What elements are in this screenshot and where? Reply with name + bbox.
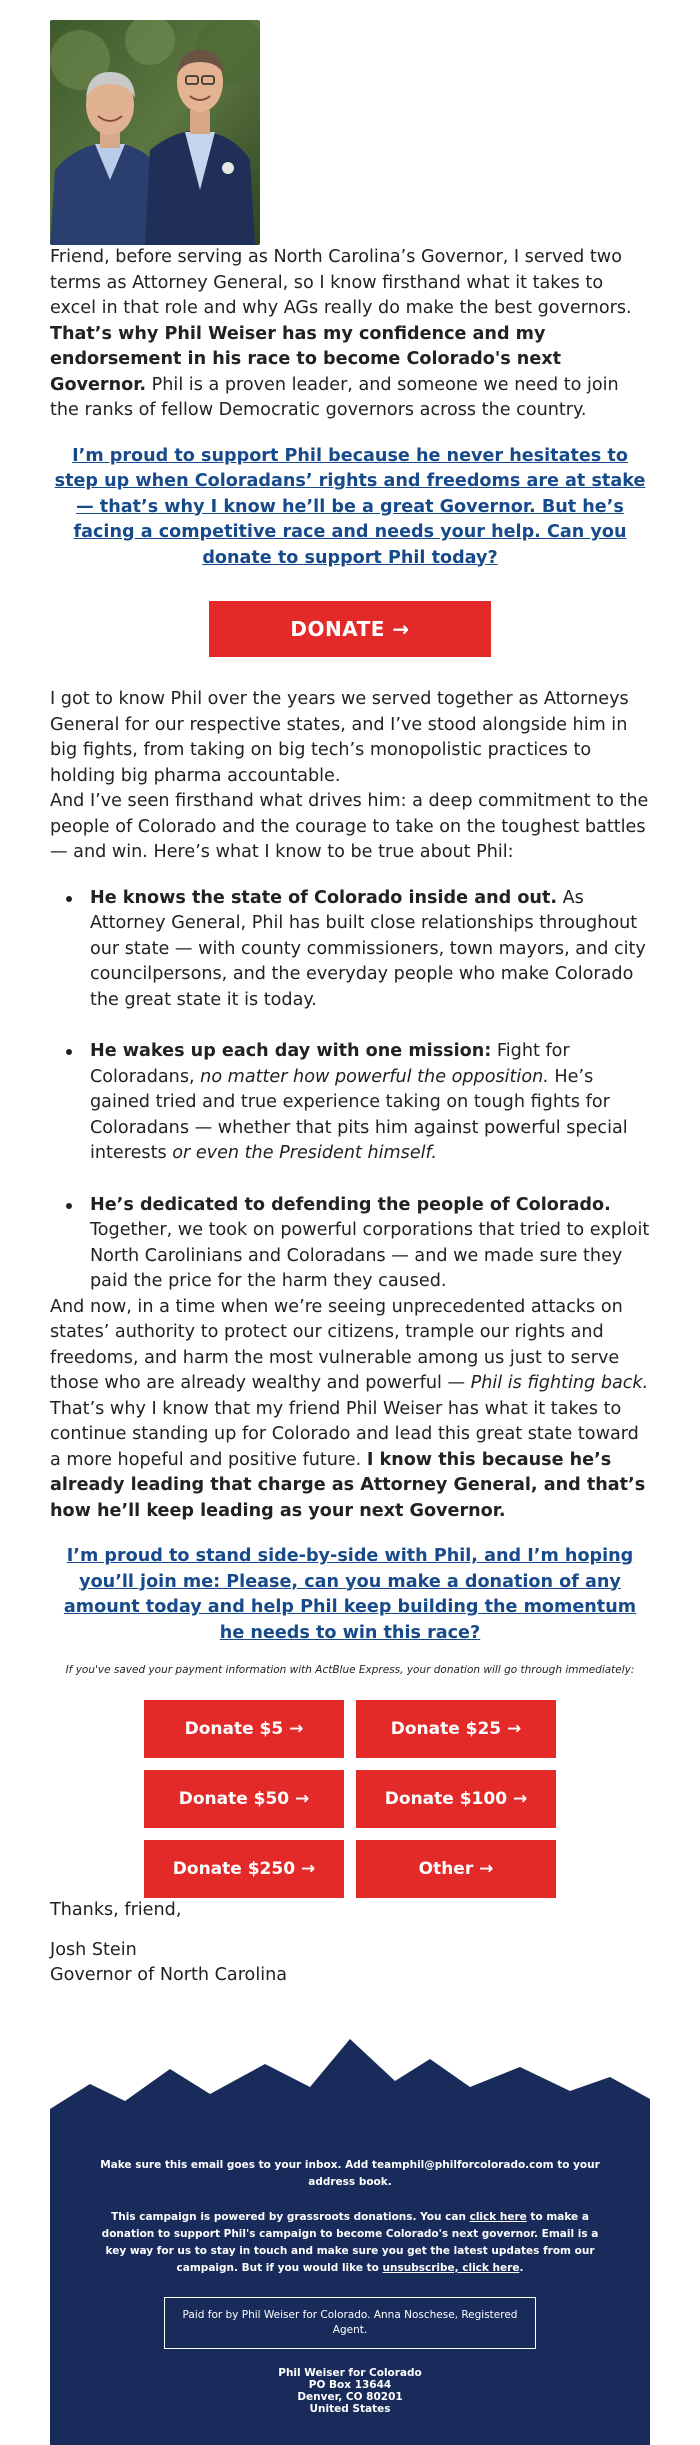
address-line: PO Box 13644: [308, 2378, 392, 2391]
grassroots-text: to make a donation to support Phil's campaign to become Colorado's next governor. Email is a key way for us to stay in touch and make sure you get the latest updates from our campaign. But if you would like to: [101, 2210, 599, 2274]
donate-250-button[interactable]: Donate $250 →: [144, 1840, 344, 1898]
mailing-address: [90, 2367, 610, 2415]
paid-for-box: Paid for by Phil Weiser for Colorado. Anna Noschese, Registered Agent.: [164, 2297, 536, 2349]
fighting-text: And now, in a time when we’re seeing unprecedented attacks on states’ authority to protect our citizens, trample our rights and freedoms, and harm the most vulnerable among us just to serve those who are already wealthy and powerful —: [50, 1296, 623, 1393]
footer-body: [50, 2149, 650, 2445]
list-item: [90, 1193, 650, 1295]
point-italic: no matter how powerful the opposition.: [200, 1066, 549, 1087]
donate-50-button[interactable]: Donate $50 →: [144, 1770, 344, 1828]
leading-bold: I know this because he’s already leading that charge as Attorney General, and that’s how he’ll keep leading as your next Governor.: [50, 1449, 646, 1521]
address-line: Denver, CO 80201: [297, 2390, 403, 2403]
intro-paragraph: Friend, before serving as North Carolina’s Governor, I served two terms as Attorney General, so I know firsthand what it takes to excel in that role and why AGs really do make the best governors.: [50, 247, 632, 318]
bullet-icon: [66, 1203, 72, 1209]
point-text: Fight for Coloradans,: [90, 1041, 570, 1087]
actblue-note: If you've saved your payment information with ActBlue Express, your donation will go through immediately:: [65, 1664, 635, 1676]
phil-points-list: [50, 886, 650, 1295]
grassroots-notice: [90, 2209, 610, 2277]
address-line: United States: [309, 2402, 391, 2415]
mountains-graphic: [50, 2039, 650, 2149]
address-line: Phil Weiser for Colorado: [278, 2366, 422, 2379]
email-content: [0, 20, 700, 1989]
point-text: As Attorney General, Phil has built close relationships throughout our state — with county commissioners, town mayors, and city councilpersons, and the everyday people who make Colorado the great state it is today.: [90, 887, 646, 1010]
photo-image: [50, 20, 260, 245]
point-bold: He knows the state of Colorado inside and out.: [90, 887, 558, 908]
grassroots-text: .: [519, 2261, 524, 2274]
donate-link-1[interactable]: I’m proud to support Phil because he never hesitates to step up when Coloradans’ rights and freedoms are at stake — that’s why I know he’ll be a great Governor. But he’s facing a competitive race and needs your help. Can you donate to support Phil today?: [54, 445, 646, 568]
point-bold: He’s dedicated to defending the people of Colorado.: [90, 1194, 611, 1215]
endorsement-paragraph: [50, 322, 650, 424]
grassroots-text: This campaign is powered by grassroots donations. You can: [111, 2210, 470, 2223]
list-item: [90, 886, 650, 1014]
endorsement-rest: Phil is a proven leader, and someone we need to join the ranks of fellow Democratic governors across the country.: [50, 374, 619, 420]
donate-25-button[interactable]: Donate $25 →: [356, 1700, 556, 1758]
click-here-link[interactable]: click here: [469, 2210, 527, 2223]
signer-name: Josh Stein: [50, 1939, 137, 1960]
donate-5-button[interactable]: Donate $5 →: [144, 1700, 344, 1758]
donation-amounts-grid: [144, 1700, 556, 1898]
signer-title: Governor of North Carolina: [50, 1965, 288, 1985]
point-bold: He wakes up each day with one mission:: [90, 1041, 492, 1061]
unsubscribe-link[interactable]: unsubscribe, click here: [382, 2261, 520, 2274]
header-photo: [50, 20, 260, 245]
thanks-line: Thanks, friend,: [50, 1900, 182, 1920]
endorsement-bold: That’s why Phil Weiser has my confidence and my endorsement in his race to become Colorado's next Governor.: [50, 323, 562, 395]
point-italic: or even the President himself.: [172, 1143, 438, 1163]
footer: [50, 2039, 650, 2445]
point-text: Together, we took on powerful corporations that tried to exploit North Carolinians and Coloradans — and we made sure they paid the price for the harm they caused.: [90, 1220, 650, 1291]
list-item: [90, 1039, 650, 1167]
donate-other-button[interactable]: Other →: [356, 1840, 556, 1898]
fighting-back-paragraph: [50, 1295, 650, 1397]
point-text: He’s gained tried and true experience taking on tough fights for Coloradans — whether that pits him against powerful special interests: [90, 1066, 628, 1163]
inbox-notice: Make sure this email goes to your inbox. Add teamphil@philforcolorado.com to your address book.: [100, 2158, 600, 2188]
drive-paragraph: And I’ve seen firsthand what drives him: a deep commitment to the people of Colorado and the courage to take on the toughest battles — and win. Here’s what I know to be true about Phil:: [50, 791, 649, 862]
donate-link-2[interactable]: I’m proud to stand side-by-side with Phil, and I’m hoping you’ll join me: Please, can you make a donation of any amount today and help Phil keep building the momentum he needs to win this race?: [63, 1546, 637, 1643]
history-paragraph: I got to know Phil over the years we served together as Attorneys General for our respective states, and I’ve stood alongside him in big fights, from taking on big tech’s monopolistic practices to holding big pharma accountable.: [50, 689, 629, 786]
leading-paragraph: [50, 1397, 650, 1525]
donate-100-button[interactable]: Donate $100 →: [356, 1770, 556, 1828]
leading-text: That’s why I know that my friend Phil Weiser has what it takes to continue standing up for Colorado and lead this great state toward a more hopeful and positive future.: [50, 1398, 639, 1470]
bullet-icon: [66, 896, 72, 902]
bullet-icon: [66, 1049, 72, 1055]
donate-button[interactable]: DONATE →: [209, 601, 491, 657]
fighting-italic: Phil is fighting back.: [470, 1373, 649, 1393]
